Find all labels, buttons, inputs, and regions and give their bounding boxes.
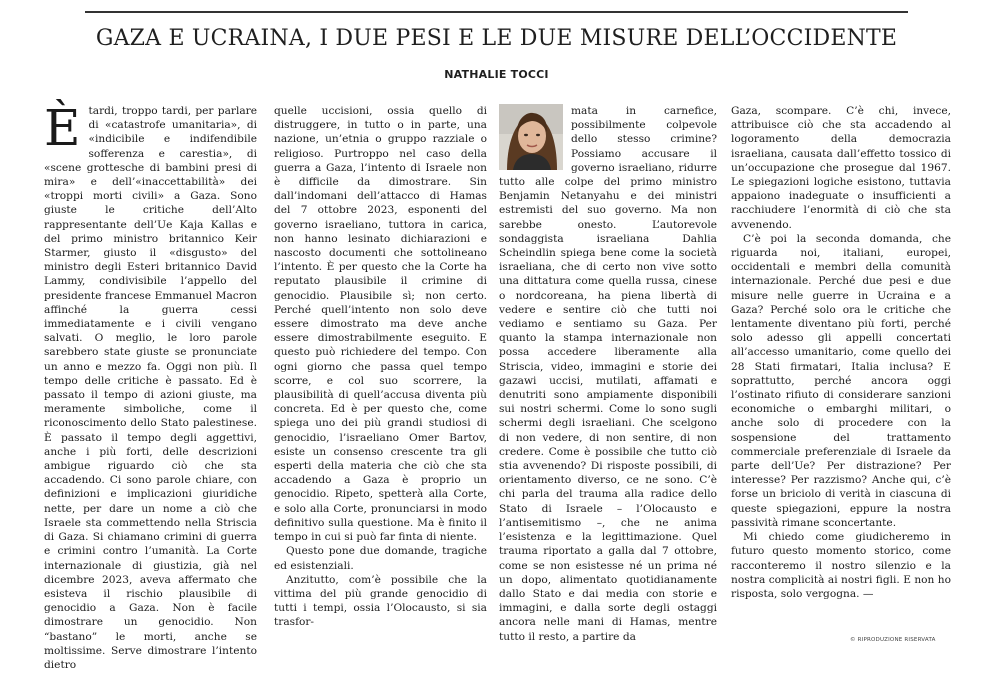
article-byline: NATHALIE TOCCI — [444, 68, 549, 81]
article-headline: GAZA E UCRAINA, I DUE PESI E LE DUE MISURE DELL’OCCIDENTE — [95, 26, 898, 51]
article-column-4 — [731, 104, 951, 618]
paragraph: Gaza, scompare. C’è chi, invece, attribuisce ciò che sta accadendo al logoramento della democrazia israeliana, causata dall’effetto tossico di un’occupazione che prosegue dal 1967. Le spiegazioni logiche esistono, tuttavia appaiono inadeguate o insufficienti a racchiudere l’enormità di ciò che sta avvenendo. — [731, 105, 951, 231]
top-rule — [85, 11, 908, 13]
drop-cap: È — [44, 99, 81, 157]
paragraph: tardi, troppo tardi, per parlare di «catastrofe umanitaria», di «indicibile e indifendibile sofferenza e carestia», di «scene grottesche di bambini presi di mira» e dell’«inaccettabilità» dei «troppi morti civili» a Gaza. Sono giuste le critiche dell’Alto rappresentante dell’Ue Kaja Kallas e del primo ministro britannico Keir Starmer, giusto il «disgusto» del ministro degli Esteri britannico David Lammy, condivisibile l’appello del presidente francese Emmanuel Macron affinché la guerra cessi immediatamente e i civili vengano salvati. O meglio, le loro parole sarebbero state giuste se pronunciate un anno e mezzo fa. Oggi non più. Il tempo delle critiche è passato. Ed è passato il tempo di azioni giuste, ma meramente simboliche, come il riconoscimento dello Stato palestinese. È passato il tempo degli aggettivi, anche i più forti, delle descrizioni ambigue riguardo ciò che sta accadendo. Ci sono parole chiare, con definizioni e implicazioni giuridiche nette, per dare un nome a ciò che Israele sta commettendo nella Striscia di Gaza. Si chiamano crimini di guerra e crimini contro l’umanità. La Corte internazionale di giustizia, già nel dicembre 2023, aveva affermato che esisteva il rischio plausibile di genocidio a Gaza. Non è facile dimostrare un genocidio. Non “bastano” le morti, anche se moltissime. Serve dimostrare l’intento dietro — [44, 105, 257, 671]
paragraph: mata in carnefice, possibilmente colpevole dello stesso crimine? Possiamo accusare il governo israeliano, ridurre tutto alle colpe del primo ministro Benjamin Netanyahu e dei ministri estremisti del suo governo. Ma non sarebbe onesto. L’autorevole sondaggista israeliana Dahlia Scheindlin spiega bene come la società israeliana, che di certo non vive sotto una dittatura come quella russa, cinese o nordcoreana, ha piena libertà di vedere e sentire ciò che tutti noi vediamo e sentiamo su Gaza. Per quanto la stampa internazionale non possa accedere liberamente alla Striscia, video, immagini e storie dei gazawi uccisi, mutilati, affamati e denutriti sono ampiamente disponibili sui nostri schermi. Come lo sono sugli schermi degli israeliani. Che scelgono di non vedere, di non sentire, di non credere. Come è possibile che tutto ciò stia avvenendo? Di risposte possibili, di orientamento diverso, ce ne sono. C’è chi parla del trauma alla radice dello Stato di Israele – l’Olocausto e l’antisemitismo –, che ne anima l’esistenza e la legittimazione. Quel trauma riportato a galla dal 7 ottobre, come se non esistesse né un prima né un dopo, alimentato quotidianamente dallo Stato e dai media con storie e immagini, e dalla sorte degli ostaggi ancora nelle mani di Hamas, mentre tutto il resto, a partire da — [499, 105, 717, 643]
author-portrait-image — [499, 104, 563, 170]
article-column-2 — [274, 104, 487, 629]
article-column-3 — [499, 104, 717, 643]
paragraph: Anzitutto, com’è possibile che la vittima del più grande genocidio di tutti i tempi, ossia l’Olocausto, si sia trasfor- — [274, 573, 487, 629]
paragraph: C’è poi la seconda domanda, che riguarda noi, italiani, europei, occidentali e membri della comunità internazionale. Perché due pesi e due misure nelle guerre in Ucraina e a Gaza? Perché solo ora le critiche che lentamente diventano più forti, perché solo adesso gli appelli concertati all’accesso umanitario, come quello dei 28 Stati firmatari, Italia inclusa? E soprattutto, perché ancora oggi l’ostinato rifiuto di considerare sanzioni economiche o embarghi militari, o anche solo di procedere con la sospensione del trattamento commerciale preferenziale di Israele da parte dell’Ue? Per distrazione? Per interesse? Per razzismo? Anche qui, c’è forse un briciolo di verità in ciascuna di queste spiegazioni, eppure la nostra passività rimane sconcertante. — [731, 232, 951, 529]
article-column-1 — [44, 99, 257, 671]
copyright-notice: © RIPRODUZIONE RISERVATA — [850, 637, 936, 643]
paragraph: Mi chiedo come giudicheremo in futuro questo momento storico, come racconteremo il nostro silenzio e la nostra complicità ai nostri figli. E non ho risposta, solo vergogna. — — [731, 531, 951, 600]
paragraph: quelle uccisioni, ossia quello di distruggere, in tutto o in parte, una nazione, un’etnia o gruppo razziale o religioso. Purtroppo nel caso della guerra a Gaza, l’intento di Israele non è difficile da dimostrare. Sin dall’indomani dell’attacco di Hamas del 7 ottobre 2023, esponenti del governo israeliano, tuttora in carica, non hanno lesinato dichiarazioni e nascosto documenti che sottolineano l’intento. È per questo che la Corte ha reputato plausibile il crimine di genocidio. Plausibile sì; non certo. Perché quell’intento non solo deve essere dimostrato ma deve anche essere dimostrabilmente eseguito. E questo può richiedere del tempo. Con ogni giorno che passa quel tempo scorre, e col suo scorrere, la plausibilità di quell’accusa diventa più concreta. Ed è per questo che, come spiega uno dei più grandi studiosi di genocidio, l’israeliano Omer Bartov, esiste un consenso crescente tra gli esperti della materia che ciò che sta accadendo a Gaza è proprio un genocidio. Ripeto, spetterà alla Corte, e solo alla Corte, pronunciarsi in modo definitivo sulla questione. Ma è finito il tempo in cui si può far finta di niente. — [274, 105, 487, 544]
paragraph: Questo pone due domande, tragiche ed esistenziali. — [274, 545, 487, 572]
author-photo — [499, 104, 563, 170]
